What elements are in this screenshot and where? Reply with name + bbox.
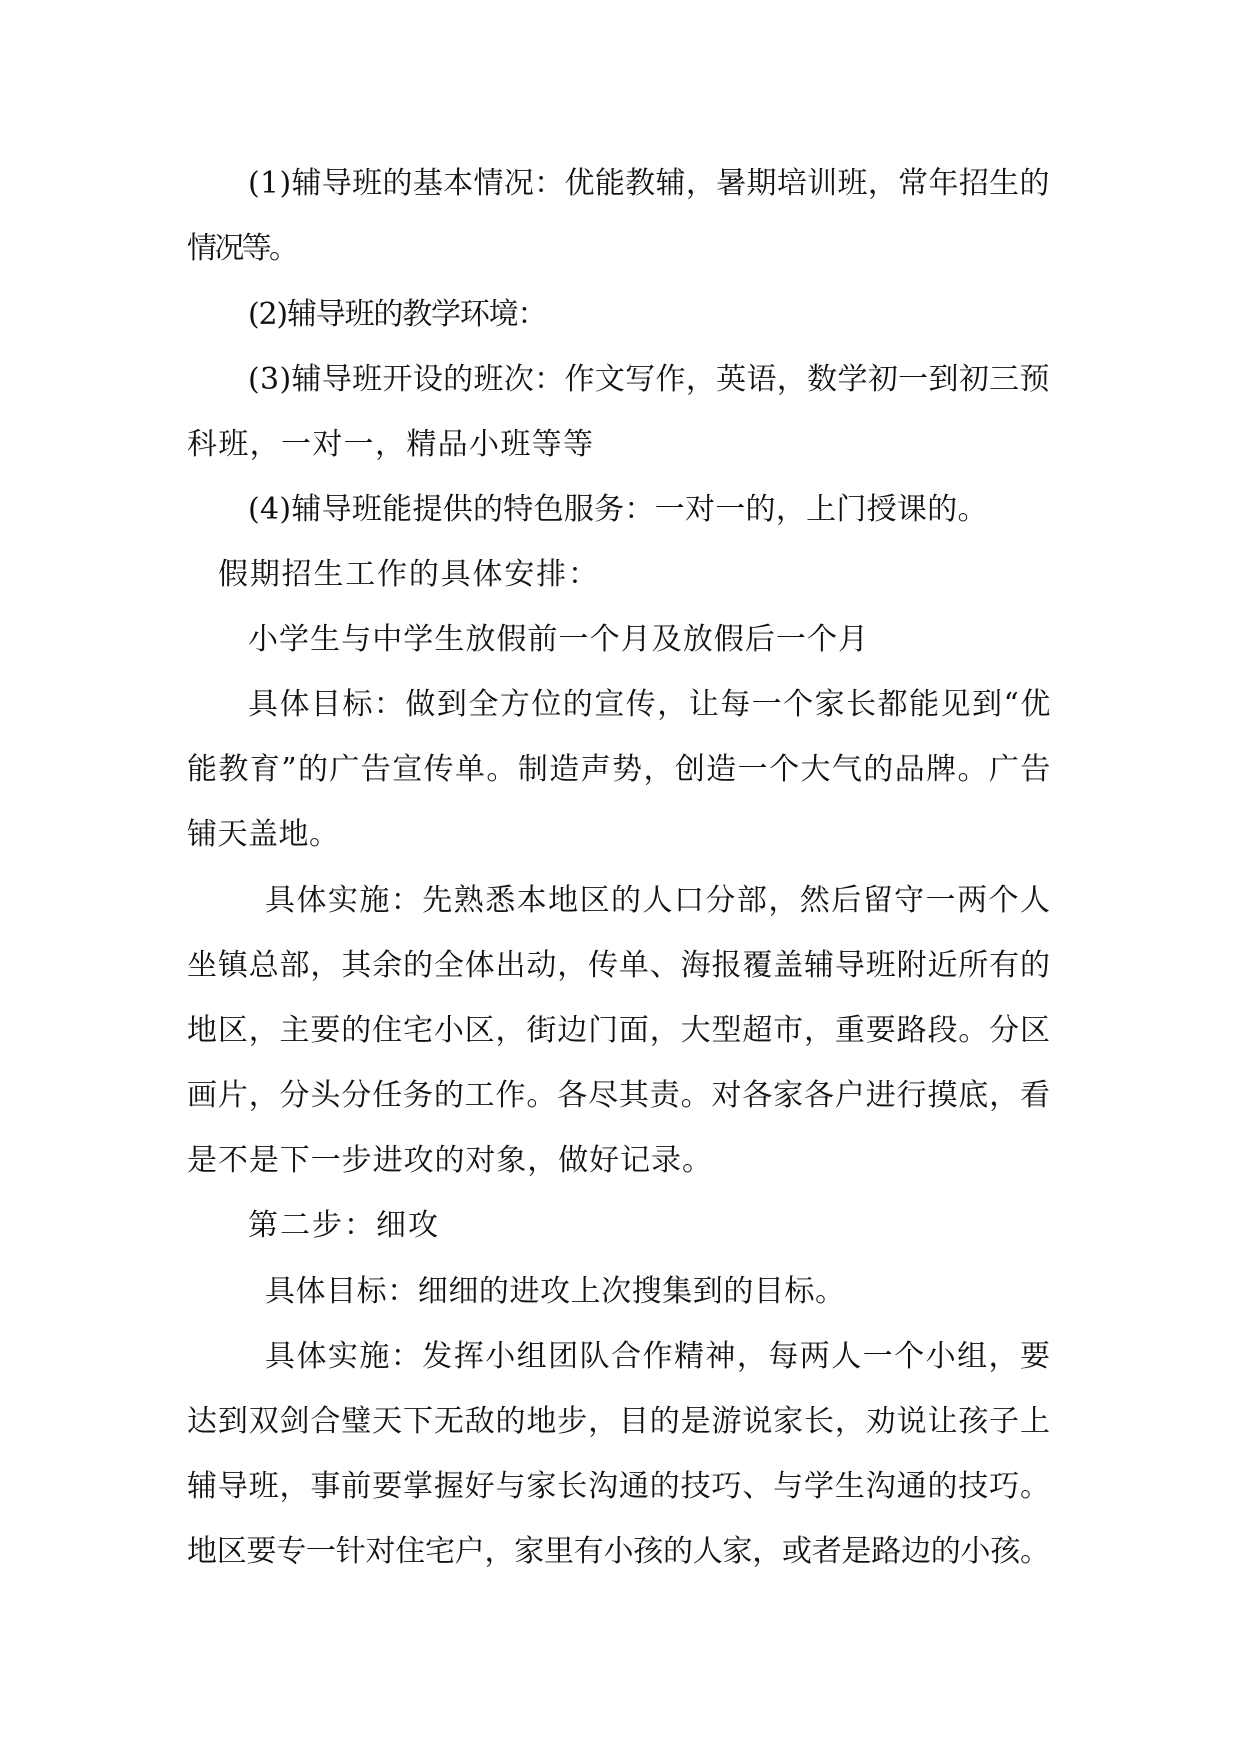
text-line: (2)辅导班的教学环境： bbox=[248, 297, 547, 332]
text-line: 具体目标：做到全方位的宣传，让每一个家长都能见到“优 bbox=[248, 687, 1052, 722]
text-line: 情况等。 bbox=[187, 231, 297, 266]
text-line: 第二步：细攻 bbox=[248, 1208, 440, 1243]
text-line: 假期招生工作的具体安排： bbox=[218, 557, 600, 592]
text-line: 科班，一对一，精品小班等等 bbox=[187, 427, 595, 462]
text-line: 是不是下一步进攻的对象，做好记录。 bbox=[187, 1143, 713, 1178]
text-line: 铺天盖地。 bbox=[187, 817, 340, 852]
text-line: 地区要专一针对住宅户，家里有小孩的人家，或者是路边的小孩。 bbox=[187, 1534, 1050, 1569]
text-line: 具体目标：细细的进攻上次搜集到的目标。 bbox=[265, 1274, 846, 1309]
text-line: 画片，分头分任务的工作。各尽其责。对各家各户进行摸底，看 bbox=[187, 1078, 1051, 1113]
text-line: 具体实施：先熟悉本地区的人口分部，然后留守一两个人 bbox=[265, 883, 1052, 918]
text-line: 坐镇总部，其余的全体出动，传单、海报覆盖辅导班附近所有的 bbox=[187, 948, 1051, 983]
text-line: 具体实施：发挥小组团队合作精神，每两人一个小组，要 bbox=[265, 1339, 1052, 1374]
text-line: 能教育”的广告宣传单。制造声势，创造一个大气的品牌。广告 bbox=[187, 752, 1052, 787]
text-line: (3)辅导班开设的班次：作文写作，英语，数学初一到初三预 bbox=[248, 362, 1050, 397]
text-line: 辅导班，事前要掌握好与家长沟通的技巧、与学生沟通的技巧。 bbox=[187, 1469, 1051, 1504]
text-line: (1)辅导班的基本情况：优能教辅，暑期培训班，常年招生的 bbox=[248, 166, 1050, 201]
text-line: 小学生与中学生放假前一个月及放假后一个月 bbox=[248, 622, 870, 657]
text-line: (4)辅导班能提供的特色服务：一对一的，上门授课的。 bbox=[248, 492, 988, 527]
text-line: 达到双剑合璧天下无敌的地步，目的是游说家长，劝说让孩子上 bbox=[187, 1404, 1051, 1439]
text-line: 地区，主要的住宅小区，街边门面，大型超市，重要路段。分区 bbox=[187, 1013, 1051, 1048]
